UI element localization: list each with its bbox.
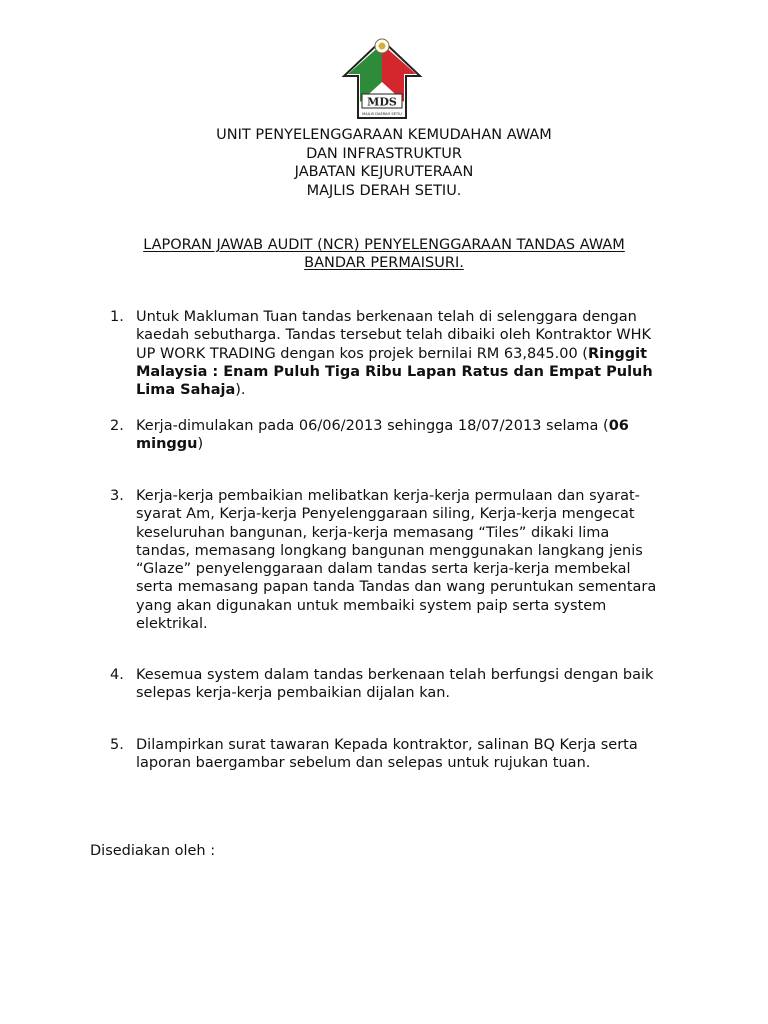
item-text-span: ). (235, 382, 246, 399)
list-item (110, 736, 690, 773)
item-line (136, 435, 690, 453)
item-line: Kerja-kerja pembaikian melibatkan kerja-kerja permulaan dan syarat- (136, 488, 640, 504)
item-number: 5. (110, 737, 124, 753)
document-title (90, 236, 678, 272)
item-number: 4. (110, 667, 124, 683)
item-line: tandas, memasang longkang bangunan menggunakan langkang jenis (136, 542, 643, 559)
organization-header (0, 126, 768, 200)
item-line: selepas kerja-kerja pembaikian dijalan kan. (136, 685, 451, 702)
org-line-2: DAN INFRASTRUKTUR (306, 145, 462, 162)
item-line: Untuk Makluman Tuan tandas berkenaan telah di selenggara dengan (136, 309, 637, 325)
org-line-3: JABATAN KEJURUTERAAN (294, 164, 474, 180)
list-item (110, 308, 690, 399)
logo-text: MDS (367, 95, 397, 109)
mds-logo (340, 32, 424, 122)
item-line: Malaysia : Enam Puluh Tiga Ribu Lapan Ratus dan Empat Puluh (136, 363, 653, 380)
item-line: Dilampirkan surat tawaran Kepada kontraktor, salinan BQ Kerja serta (136, 737, 638, 753)
org-line-1: UNIT PENYELENGGARAAN KEMUDAHAN AWAM (216, 127, 552, 143)
title-line-1: LAPORAN JAWAB AUDIT (NCR) PENYELENGGARAAN TANDAS AWAM (143, 237, 625, 253)
title-line-2: BANDAR PERMAISURI. (304, 255, 464, 271)
list-item (110, 417, 690, 454)
item-text-span: UP WORK TRADING dengan kos projek bernilai RM 63,845.00 ( (136, 345, 588, 362)
item-number: 1. (110, 309, 124, 325)
item-line (136, 345, 690, 363)
org-line-4: MAJLIS DERAH SETIU. (306, 182, 462, 199)
item-text (136, 417, 690, 454)
item-line: “Glaze” penyelenggaraan dalam tandas serta kerja-kerja membekal (136, 561, 631, 578)
item-bold-span: minggu (136, 436, 198, 453)
item-line: elektrikal. (136, 616, 208, 633)
item-line: Kesemua system dalam tandas berkenaan telah berfungsi dengan baik (136, 667, 654, 683)
item-line: laporan baergambar sebelum dan selepas untuk rujukan tuan. (136, 755, 591, 772)
mds-logo-graphic (340, 32, 424, 122)
item-text-span: ) (197, 436, 204, 453)
item-number: 3. (110, 488, 124, 504)
item-text-span: Kerja-dimulakan pada 06/06/2013 sehingga 18/07/2013 selama ( (136, 418, 609, 434)
item-text (136, 308, 690, 399)
list-item (110, 666, 690, 703)
item-text (136, 666, 690, 703)
item-number: 2. (110, 418, 124, 434)
item-line (136, 417, 690, 435)
item-bold-span: 06 (608, 418, 629, 434)
item-line: syarat Am, Kerja-kerja Penyelenggaraan siling, Kerja-kerja mengecat (136, 506, 635, 523)
logo-subtext: MAJLIS DAERAH SETIU (362, 112, 402, 116)
item-line: keseluruhan bangunan, kerja-kerja memasang “Tiles” dikaki lima (136, 524, 610, 541)
item-line (136, 381, 690, 399)
item-line: serta memasang papan tanda Tandas dan wang peruntukan sementara (136, 579, 657, 596)
item-text (136, 736, 690, 773)
prepared-by-label: Disediakan oleh : (90, 843, 216, 859)
list-item (110, 487, 690, 633)
item-line: kaedah sebutharga. Tandas tersebut telah dibaiki oleh Kontraktor WHK (136, 327, 651, 344)
item-line: yang akan digunakan untuk membaiki system paip serta system (136, 597, 607, 614)
item-bold-span: Lima Sahaja (136, 382, 236, 399)
item-text (136, 487, 690, 633)
item-bold-span: Ringgit (587, 345, 648, 362)
